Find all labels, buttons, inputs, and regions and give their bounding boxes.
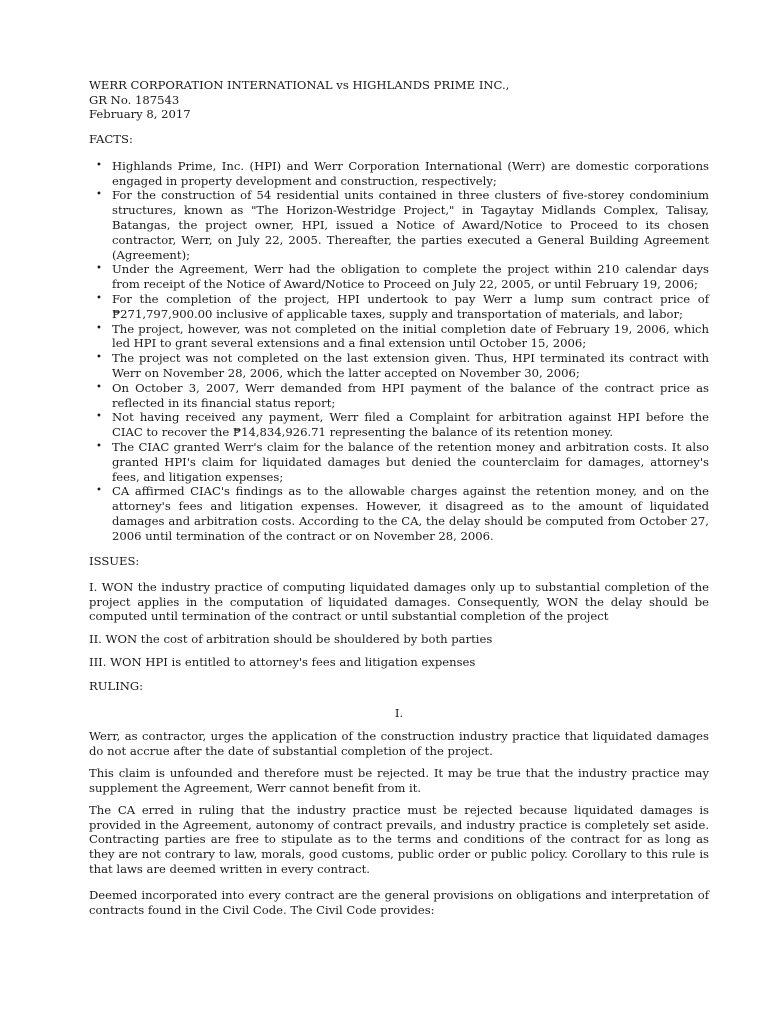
fact-text: Highlands Prime, Inc. (HPI) and Werr Corporation International (Werr) are domestic corporations engaged in property development and construction, respectively;	[112, 158, 709, 188]
fact-item	[96, 291, 709, 322]
fact-item	[96, 351, 709, 381]
ruling-heading: RULING:	[89, 679, 144, 694]
bullet-icon: •	[96, 263, 102, 275]
fact-text: The CIAC granted Werr's claim for the balance of the retention money and arbitration costs. It also granted HPI's claim for liquidated damages but denied the counterclaim for damages, attorney's fees, and litigation expenses;	[112, 439, 709, 484]
case-title: WERR CORPORATION INTERNATIONAL vs HIGHLANDS PRIME INC.,	[89, 78, 510, 92]
bullet-icon: •	[96, 381, 102, 393]
fact-item	[96, 380, 709, 411]
fact-text: On October 3, 2007, Werr demanded from HPI payment of the balance of the contract price as reflected in its financial status report;	[112, 380, 709, 410]
bullet-icon: •	[96, 440, 102, 452]
issues-heading: ISSUES:	[89, 553, 140, 568]
bullet-icon: •	[96, 322, 102, 334]
fact-text: Not having received any payment, Werr filed a Complaint for arbitration against HPI before the CIAC to recover the ₱14,834,926.71 representing the balance of its retention money.	[112, 410, 709, 440]
bullet-icon: •	[96, 485, 102, 497]
fact-text: For the construction of 54 residential units contained in three clusters of five-storey condominium structures, known as "The Horizon-Westridge Project," in Tagaytay Midlands Complex, Talisay, Batangas, the project owner, HPI, issued a Notice of Award/Notice to Proceed to its chosen contractor, Werr, on July 22, 2005. Thereafter, the parties executed a General Building Agreement (Agreement);	[112, 188, 709, 262]
bullet-icon: •	[96, 411, 102, 423]
fact-text: Under the Agreement, Werr had the obligation to complete the project within 210 calendar days from receipt of the Notice of Award/Notice to Proceed on July 22, 2005, or until February 19, 2006;	[112, 262, 709, 292]
ruling-paragraph: This claim is unfounded and therefore must be rejected. It may be true that the industry practice may supplement the Agreement, Werr cannot benefit from it.	[89, 766, 709, 795]
fact-item	[96, 410, 709, 440]
facts-heading: FACTS:	[89, 132, 133, 147]
fact-text: The project was not completed on the last extension given. Thus, HPI terminated its contract with Werr on November 28, 2006, which the latter accepted on November 30, 2006;	[112, 351, 709, 380]
case-number: GR No. 187543	[89, 92, 180, 107]
bullet-icon: •	[96, 352, 102, 364]
fact-text: The project, however, was not completed on the initial completion date of February 19, 2006, which led HPI to grant several extensions and a final extension until October 15, 2006;	[112, 321, 709, 351]
ruling-paragraph: Werr, as contractor, urges the application of the construction industry practice that liquidated damages do not accrue after the date of substantial completion of the project.	[89, 728, 709, 758]
fact-item	[96, 484, 709, 543]
issue-2: II. WON the cost of arbitration should be shouldered by both parties	[89, 632, 493, 647]
facts-list	[89, 159, 709, 544]
fact-item	[96, 439, 709, 484]
fact-text: CA affirmed CIAC's findings as to the allowable charges against the retention money, and on the attorney's fees and litigation expenses. However, it disagreed as to the amount of liquidated damages and arbitration costs. According to the CA, the delay should be computed from October 27, 2006 until termination of the contract or on November 28, 2006.	[112, 484, 709, 543]
issue-1: I. WON the industry practice of computing liquidated damages only up to substantial completion of the project applies in the computation of liquidated damages. Consequently, WON the delay should be computed until termination of the contract or until substantial completion of the project	[89, 580, 709, 624]
issue-3: III. WON HPI is entitled to attorney's fees and litigation expenses	[89, 654, 476, 669]
fact-item	[96, 188, 709, 262]
bullet-icon: •	[96, 159, 102, 171]
fact-item	[96, 262, 709, 292]
ruling-numeral: I.	[394, 705, 404, 720]
bullet-icon: •	[96, 189, 102, 201]
fact-text: For the completion of the project, HPI undertook to pay Werr a lump sum contract price of ₱271,797,900.00 inclusive of applicable taxes, supply and transportation of materials, and labor;	[112, 291, 709, 321]
fact-item	[96, 158, 709, 189]
bullet-icon: •	[96, 292, 102, 304]
fact-item	[96, 321, 709, 352]
ruling-paragraph: Deemed incorporated into every contract are the general provisions on obligations and interpretation of contracts found in the Civil Code. The Civil Code provides:	[89, 888, 709, 917]
case-header	[89, 78, 709, 122]
ruling-paragraph: The CA erred in ruling that the industry practice must be rejected because liquidated damages is provided in the Agreement, autonomy of contract prevails, and industry practice is completely set aside. Contracting parties are free to stipulate as to the terms and conditions of the contract for as long as they are not contrary to law, morals, good customs, public order or public policy. Corollary to this rule is that laws are deemed written in every contract.	[89, 803, 709, 876]
case-date: February 8, 2017	[89, 107, 191, 122]
